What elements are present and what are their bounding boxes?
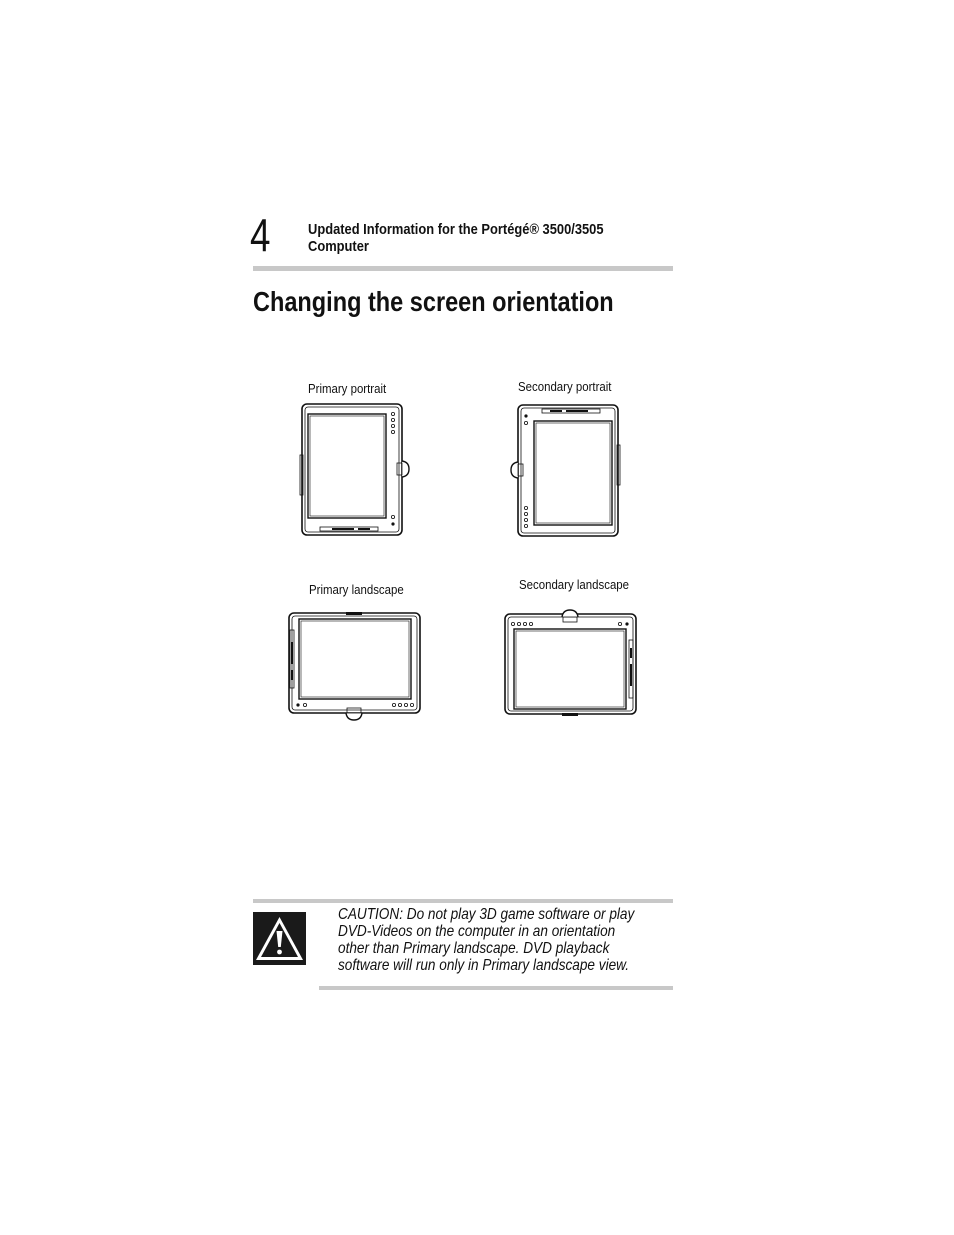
label-primary-portrait: Primary portrait xyxy=(308,381,387,396)
tablet-secondary-portrait-illustration xyxy=(508,400,624,540)
running-header-line-1: Updated Information for the Portégé® 3500/3505 xyxy=(308,221,604,238)
tablet-secondary-landscape-illustration xyxy=(500,608,642,724)
caution-message xyxy=(338,906,661,974)
tablet-primary-portrait-illustration xyxy=(296,400,412,540)
caution-rule-bottom xyxy=(319,986,673,990)
caution-line-3: other than Primary landscape. DVD playback xyxy=(338,940,610,957)
tablet-primary-landscape-illustration xyxy=(284,608,426,724)
label-secondary-landscape: Secondary landscape xyxy=(519,577,630,592)
caution-line-2: DVD-Videos on the computer in an orientation xyxy=(338,923,616,940)
caution-line-1: CAUTION: Do not play 3D game software or play xyxy=(338,906,635,923)
caution-rule-top xyxy=(253,899,673,903)
page-number: 4 xyxy=(250,209,271,261)
header-rule xyxy=(253,266,673,271)
running-header-line-2: Computer xyxy=(308,238,369,255)
label-secondary-portrait: Secondary portrait xyxy=(518,379,612,394)
warning-triangle-icon xyxy=(253,912,306,965)
section-title: Changing the screen orientation xyxy=(253,286,614,317)
label-primary-landscape: Primary landscape xyxy=(309,582,404,597)
running-header xyxy=(308,221,635,255)
caution-line-4: software will run only in Primary landscape view. xyxy=(338,957,630,974)
